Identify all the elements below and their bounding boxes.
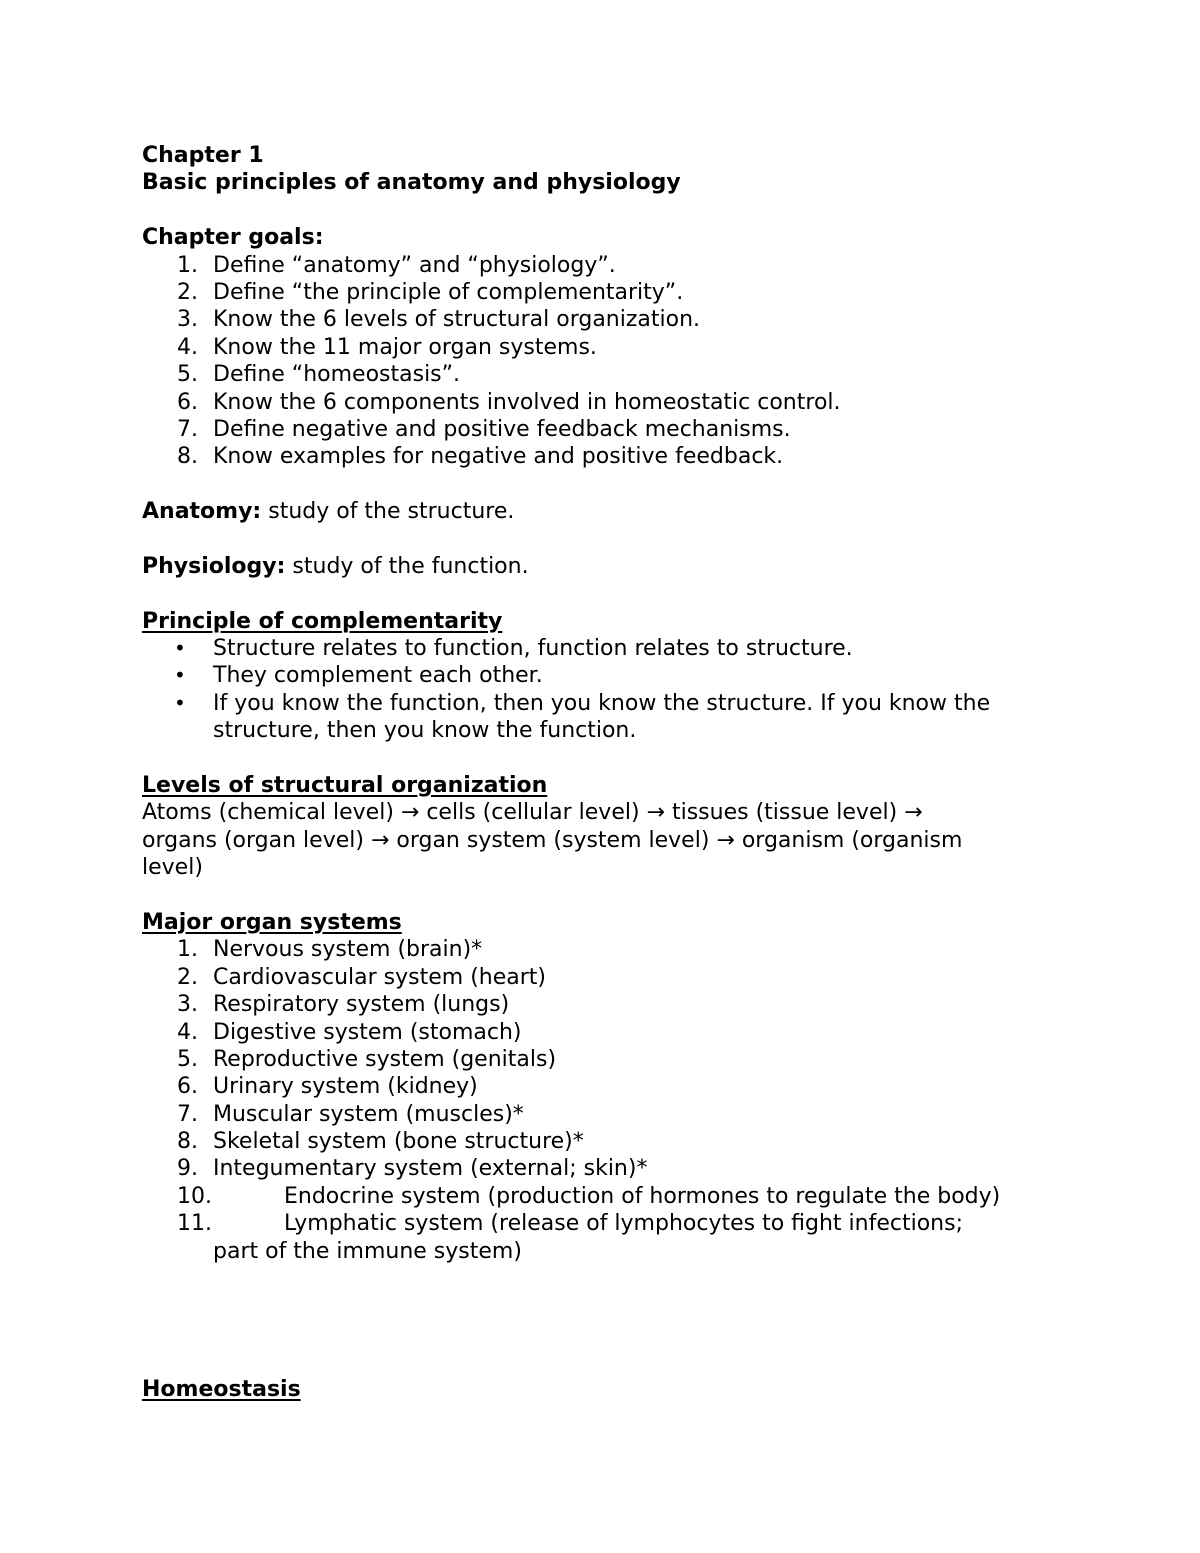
- goal-text: Define “anatomy” and “physiology”.: [213, 252, 616, 278]
- system-text: Lymphatic system (release of lymphocytes to fight infections;: [284, 1211, 964, 1237]
- system-text: Endocrine system (production of hormones to regulate the body): [284, 1183, 1001, 1209]
- physiology-definition: [142, 553, 1062, 580]
- list-item: [142, 690, 1062, 717]
- spacer: [142, 525, 1062, 552]
- homeostasis-heading: [142, 1376, 301, 1403]
- goal-text: Know the 11 major organ systems.: [213, 334, 597, 360]
- list-item: [142, 662, 1062, 689]
- physiology-text: study of the function.: [285, 553, 529, 579]
- spacer: [142, 580, 1062, 607]
- goal-number: 3.: [177, 307, 198, 333]
- goal-text: Know examples for negative and positive feedback.: [213, 444, 784, 470]
- goal-number: 7.: [177, 416, 198, 442]
- spacer: [142, 197, 1062, 224]
- goal-item: [142, 443, 1062, 470]
- system-number: 4.: [177, 1019, 198, 1045]
- goal-number: 2.: [177, 279, 198, 305]
- goal-number: 6.: [177, 389, 198, 415]
- homeostasis-section: [142, 1376, 301, 1403]
- complementarity-heading-text: Principle of complementarity: [142, 608, 503, 634]
- system-text: Cardiovascular system (heart): [213, 964, 546, 990]
- system-item: [142, 1046, 1062, 1073]
- system-number: 5.: [177, 1046, 198, 1072]
- levels-line: organs (organ level) → organ system (system level) → organism (organism: [142, 827, 963, 853]
- system-number: 7.: [177, 1101, 198, 1127]
- complementarity-list: [142, 635, 1062, 745]
- spacer: [142, 471, 1062, 498]
- goal-number: 8.: [177, 444, 198, 470]
- list-item: [142, 635, 1062, 662]
- goal-item: [142, 252, 1062, 279]
- system-item: [142, 1210, 1062, 1237]
- system-item: [142, 1073, 1062, 1100]
- system-number: 6.: [177, 1074, 198, 1100]
- goal-number: 4.: [177, 334, 198, 360]
- bullet-icon: •: [174, 690, 186, 715]
- complementarity-heading: [142, 608, 1062, 635]
- system-item: [142, 1155, 1062, 1182]
- goal-text: Know the 6 levels of structural organization.: [213, 307, 701, 333]
- anatomy-text: study of the structure.: [261, 499, 515, 525]
- list-item-text: If you know the function, then you know the structure. If you know the: [213, 690, 991, 716]
- system-text: Muscular system (muscles)*: [213, 1101, 524, 1127]
- physiology-term: Physiology:: [142, 553, 286, 579]
- system-number: 11.: [177, 1211, 212, 1237]
- system-text: Nervous system (brain)*: [213, 937, 483, 963]
- list-item-continuation: structure, then you know the function.: [213, 718, 637, 744]
- system-text: Skeletal system (bone structure)*: [213, 1129, 584, 1155]
- chapter-title: Basic principles of anatomy and physiology: [142, 170, 681, 196]
- bullet-icon: •: [174, 663, 186, 688]
- system-text: Reproductive system (genitals): [213, 1046, 557, 1072]
- system-item: [142, 1101, 1062, 1128]
- homeostasis-heading-text: Homeostasis: [142, 1377, 301, 1402]
- anatomy-term: Anatomy:: [142, 499, 262, 525]
- levels-heading-text: Levels of structural organization: [142, 772, 548, 798]
- system-item: [142, 936, 1062, 963]
- goals-heading: Chapter goals:: [142, 225, 324, 251]
- system-text: Respiratory system (lungs): [213, 992, 510, 1018]
- systems-list: [142, 936, 1062, 1265]
- goals-list: [142, 252, 1062, 471]
- chapter-number: Chapter 1: [142, 143, 264, 168]
- system-text: Digestive system (stomach): [213, 1019, 522, 1045]
- levels-heading: [142, 772, 1062, 799]
- goal-text: Know the 6 components involved in homeostatic control.: [213, 389, 841, 415]
- goal-item: [142, 416, 1062, 443]
- goal-number: 5.: [177, 362, 198, 388]
- system-number: 9.: [177, 1156, 198, 1182]
- system-item: [142, 1019, 1062, 1046]
- anatomy-definition: [142, 498, 1062, 525]
- spacer: [142, 745, 1062, 772]
- system-item: [142, 1183, 1062, 1210]
- system-item: [142, 991, 1062, 1018]
- goal-item: [142, 279, 1062, 306]
- system-item: [142, 1128, 1062, 1155]
- goal-text: Define “the principle of complementarity”.: [213, 279, 684, 305]
- system-item-continuation: part of the immune system): [213, 1238, 522, 1264]
- systems-heading: [142, 909, 1062, 936]
- system-number: 1.: [177, 937, 198, 963]
- list-item-text: They complement each other.: [213, 663, 543, 689]
- system-number: 8.: [177, 1129, 198, 1155]
- goal-number: 1.: [177, 252, 198, 278]
- goal-text: Define “homeostasis”.: [213, 362, 461, 388]
- system-text: Urinary system (kidney): [213, 1074, 478, 1100]
- bullet-icon: •: [174, 636, 186, 661]
- system-text: Integumentary system (external; skin)*: [213, 1156, 648, 1182]
- system-item: [142, 964, 1062, 991]
- system-number: 10.: [177, 1183, 212, 1209]
- levels-line: Atoms (chemical level) → cells (cellular level) → tissues (tissue level) →: [142, 800, 923, 826]
- levels-line: level): [142, 855, 203, 881]
- goal-item: [142, 389, 1062, 416]
- goal-text: Define negative and positive feedback mechanisms.: [213, 416, 791, 442]
- spacer: [142, 882, 1062, 909]
- system-number: 3.: [177, 992, 198, 1018]
- systems-heading-text: Major organ systems: [142, 909, 402, 935]
- system-number: 2.: [177, 964, 198, 990]
- list-item-text: Structure relates to function, function relates to structure.: [213, 636, 853, 662]
- document-page: [142, 142, 1062, 1265]
- goal-item: [142, 361, 1062, 388]
- goal-item: [142, 306, 1062, 333]
- goal-item: [142, 334, 1062, 361]
